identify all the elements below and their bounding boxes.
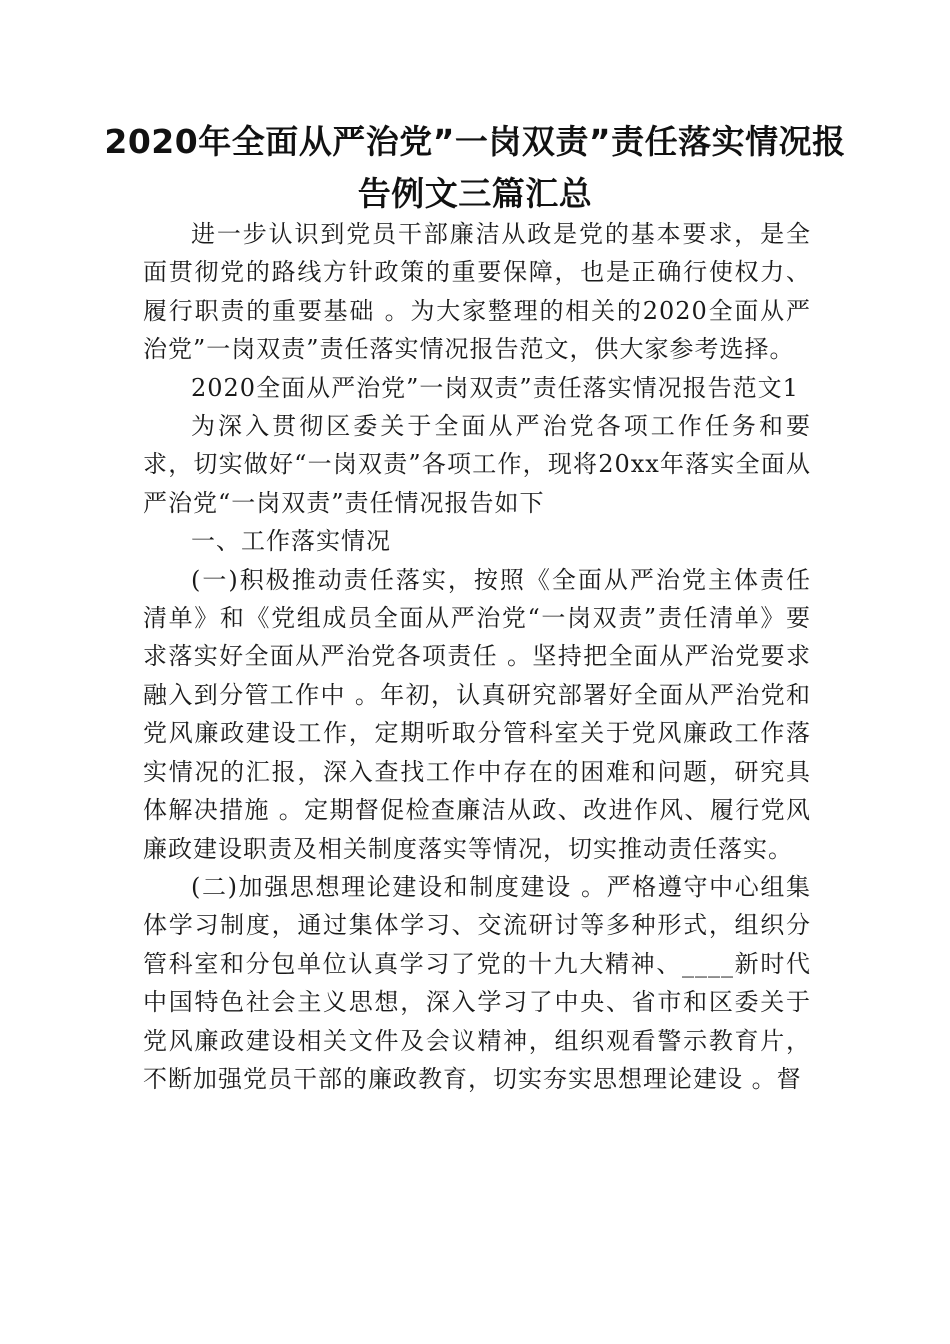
document-title: 2020年全面从严治党”一岗双责”责任落实情况报告例文三篇汇总: [104, 122, 846, 213]
paragraph-item-1: (一)积极推动责任落实，按照《全面从严治党主体责任清单》和《党组成员全面从严治党“一岗双责”责任清单》要求落实好全面从严治党各项责任 。坚持把全面从严治党要求融入到分管工作中 。年初，认真研究部署好全面从严治党和党风廉政建设工作，定期听取分管科室关于党风廉政工作落实情况的汇报，深入查找工作中存在的困难和问题，研究具体解决措施 。定期督促检查廉洁从政、改进作风、履行党风廉政建设职责及相关制度落实等情况，切实推动责任落实。: [143, 565, 811, 863]
intro-paragraph: 进一步认识到党员干部廉洁从政是党的基本要求，是全面贯彻党的路线方针政策的重要保障，也是正确行使权力、履行职责的重要基础 。为大家整理的相关的2020全面从严治党”一岗双责”责任落实情况报告范文，供大家参考选择。: [143, 220, 811, 364]
section-heading-report-1: 2020全面从严治党”一岗双责”责任落实情况报告范文1: [191, 373, 799, 402]
paragraph-item-2: (二)加强思想理论建设和制度建设 。严格遵守中心组集体学习制度，通过集体学习、交流研讨等多种形式，组织分管科室和分包单位认真学习了党的十九大精神、____新时代中国特色社会主义思想，深入学习了中央、省市和区委关于党风廉政建设相关文件及会议精神，组织观看警示教育片，不断加强党员干部的廉政教育，切实夯实思想理论建设 。督: [143, 872, 811, 1093]
section-heading-work-status: 一、工作落实情况: [191, 527, 391, 556]
document-body: [143, 215, 811, 1098]
report-opening-paragraph: 为深入贯彻区委关于全面从严治党各项工作任务和要求，切实做好“一岗双责”各项工作，现将20xx年落实全面从严治党“一岗双责”责任情况报告如下: [143, 412, 811, 517]
